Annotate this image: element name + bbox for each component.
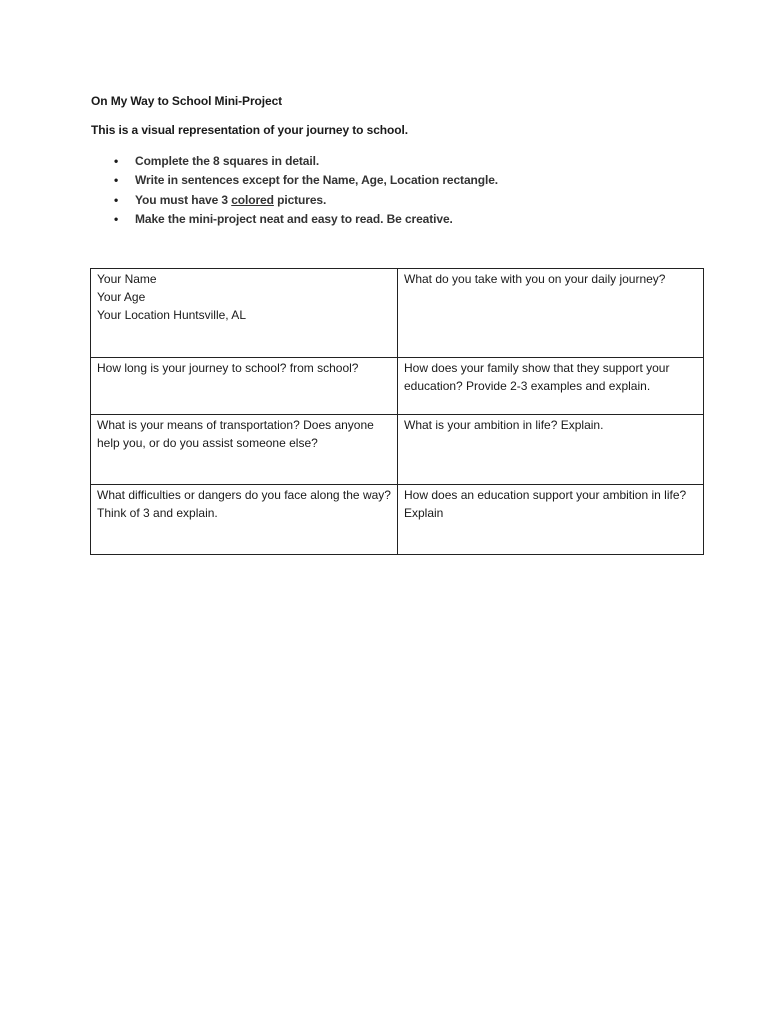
age-label: Your Age: [97, 290, 146, 304]
ambition-cell: What is your ambition in life? Explain.: [398, 415, 704, 485]
instruction-item: [91, 171, 498, 190]
grid-row: [91, 269, 704, 358]
daily-journey-items-cell: What do you take with you on your daily journey?: [398, 269, 704, 358]
instruction-text: Write in sentences except for the Name, Age, Location rectangle.: [135, 173, 499, 188]
dangers-cell: What difficulties or dangers do you face along the way? Think of 3 and explain.: [91, 485, 398, 555]
name-age-location-cell: [91, 269, 398, 358]
instruction-item: [91, 191, 498, 210]
family-support-cell: How does your family show that they support your education? Provide 2-3 examples and explain.: [398, 358, 704, 415]
instruction-text: Make the mini-project neat and easy to read. Be creative.: [135, 211, 453, 226]
instructions-list: [91, 152, 498, 229]
instruction-item: [91, 210, 498, 229]
bullet-icon: •: [114, 154, 119, 168]
instruction-text-before: You must have 3: [135, 192, 232, 207]
grid-row: [91, 358, 704, 415]
transportation-cell: What is your means of transportation? Does anyone help you, or do you assist someone else?: [91, 415, 398, 485]
instruction-text-after: pictures.: [273, 192, 327, 207]
instruction-item: [91, 152, 498, 171]
location-label: Your Location Huntsville, AL: [97, 308, 246, 322]
grid-row: [91, 415, 704, 485]
project-grid: [90, 268, 704, 555]
instruction-underlined-word: colored: [231, 192, 274, 207]
bullet-icon: •: [114, 211, 119, 226]
instruction-text: Complete the 8 squares in detail.: [135, 154, 320, 168]
grid-row: [91, 485, 704, 555]
document-subtitle: This is a visual representation of your journey to school.: [91, 123, 408, 137]
bullet-icon: •: [114, 173, 119, 188]
journey-length-cell: How long is your journey to school? from school?: [91, 358, 398, 415]
name-label: Your Name: [97, 272, 157, 286]
document-title: On My Way to School Mini-Project: [91, 94, 283, 108]
education-support-cell: How does an education support your ambition in life? Explain: [398, 485, 704, 555]
bullet-icon: •: [114, 192, 119, 207]
